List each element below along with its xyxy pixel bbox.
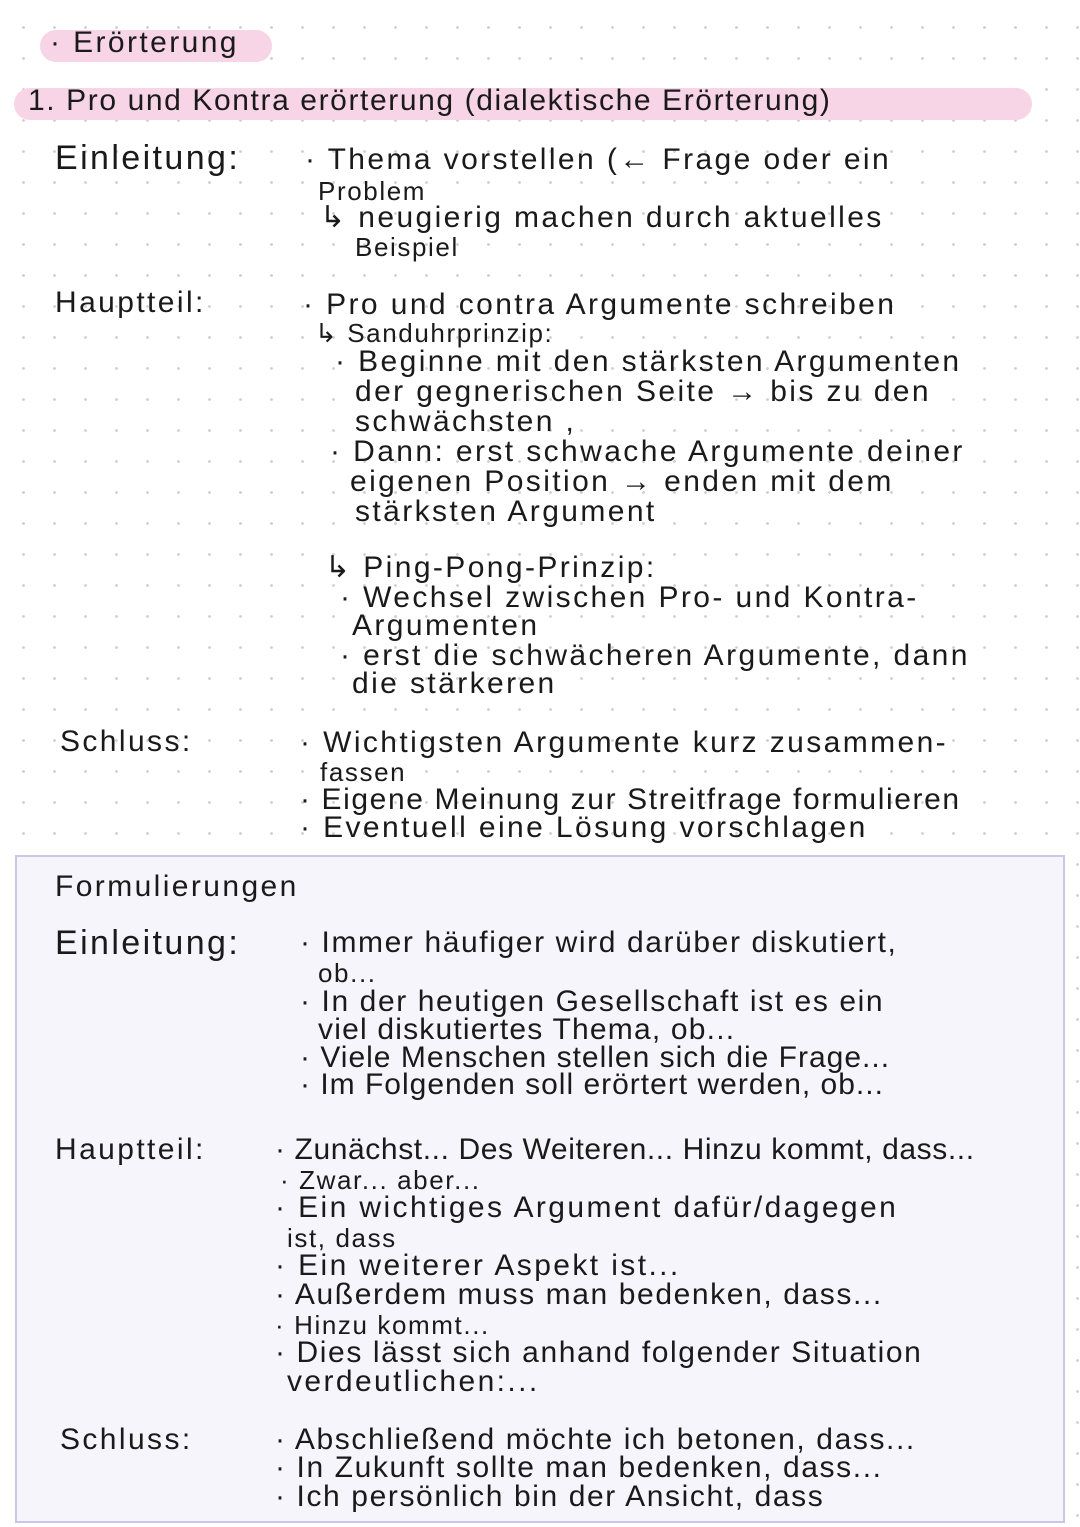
line: · Ein wichtiges Argument dafür/dagegen bbox=[275, 1191, 899, 1224]
page-title: · Erörterung bbox=[50, 26, 239, 59]
label-einleitung: Einleitung: bbox=[55, 139, 241, 177]
line: · Eventuell eine Lösung vorschlagen bbox=[300, 811, 868, 844]
line: · Thema vorstellen (← Frage oder ein bbox=[305, 143, 892, 176]
line: · Viele Menschen stellen sich die Frage... bbox=[300, 1041, 891, 1074]
line: eigenen Position → enden mit dem bbox=[350, 465, 894, 498]
line: · Dann: erst schwache Argumente deiner bbox=[330, 435, 965, 468]
line: · In der heutigen Gesellschaft ist es ein bbox=[300, 985, 885, 1018]
label-hauptteil: Hauptteil: bbox=[55, 286, 206, 319]
line: · Immer häufiger wird darüber diskutiert, bbox=[300, 926, 898, 959]
line: · Im Folgenden soll erörtert werden, ob... bbox=[300, 1068, 884, 1101]
line: · erst die schwächeren Argumente, dann bbox=[340, 639, 970, 672]
line: · Beginne mit den stärksten Argumenten bbox=[335, 345, 962, 378]
line: Argumenten bbox=[352, 609, 540, 642]
line: · Dies lässt sich anhand folgender Situation bbox=[275, 1336, 923, 1369]
line: · Wichtigsten Argumente kurz zusammen- bbox=[300, 726, 949, 759]
line: die stärkeren bbox=[352, 667, 557, 700]
formulierungen-title: Formulierungen bbox=[55, 870, 299, 903]
line: ↳ Sanduhrprinzip: bbox=[315, 318, 554, 348]
line: ist, dass bbox=[287, 1223, 397, 1253]
line: · Außerdem muss man bedenken, dass... bbox=[275, 1278, 883, 1311]
label-einleitung: Einleitung: bbox=[55, 924, 241, 962]
label-hauptteil: Hauptteil: bbox=[55, 1133, 206, 1166]
line: · In Zukunft sollte man bedenken, dass... bbox=[275, 1451, 883, 1484]
line: · Ein weiterer Aspekt ist... bbox=[275, 1249, 681, 1282]
line: · Ich persönlich bin der Ansicht, dass bbox=[275, 1480, 825, 1513]
line: verdeutlichen:... bbox=[287, 1365, 540, 1398]
line: ↳ Ping-Pong-Prinzip: bbox=[325, 551, 657, 584]
line: ↳ neugierig machen durch aktuelles bbox=[320, 201, 884, 234]
line: fassen bbox=[320, 757, 407, 787]
line: · Wechsel zwischen Pro- und Kontra- bbox=[340, 581, 919, 614]
label-schluss: Schluss: bbox=[60, 1423, 193, 1456]
line: schwächsten , bbox=[355, 405, 577, 438]
line: · Eigene Meinung zur Streitfrage formulieren bbox=[300, 783, 961, 816]
line: der gegnerischen Seite → bis zu den bbox=[355, 375, 931, 408]
line: · Zwar... aber... bbox=[280, 1165, 481, 1195]
line: · Hinzu kommt... bbox=[275, 1310, 490, 1340]
line: Beispiel bbox=[355, 232, 459, 262]
line: Problem bbox=[318, 176, 427, 206]
line: ob... bbox=[318, 958, 377, 988]
line: stärksten Argument bbox=[355, 495, 657, 528]
line: viel diskutiertes Thema, ob... bbox=[318, 1013, 736, 1046]
line: · Abschließend möchte ich betonen, dass... bbox=[275, 1423, 916, 1456]
label-schluss: Schluss: bbox=[60, 725, 193, 758]
line: · Zunächst... Des Weiteren... Hinzu kommt, dass... bbox=[275, 1133, 975, 1166]
section-heading: 1. Pro und Kontra erörterung (dialektische Erörterung) bbox=[28, 84, 832, 117]
line: · Pro und contra Argumente schreiben bbox=[303, 288, 897, 321]
